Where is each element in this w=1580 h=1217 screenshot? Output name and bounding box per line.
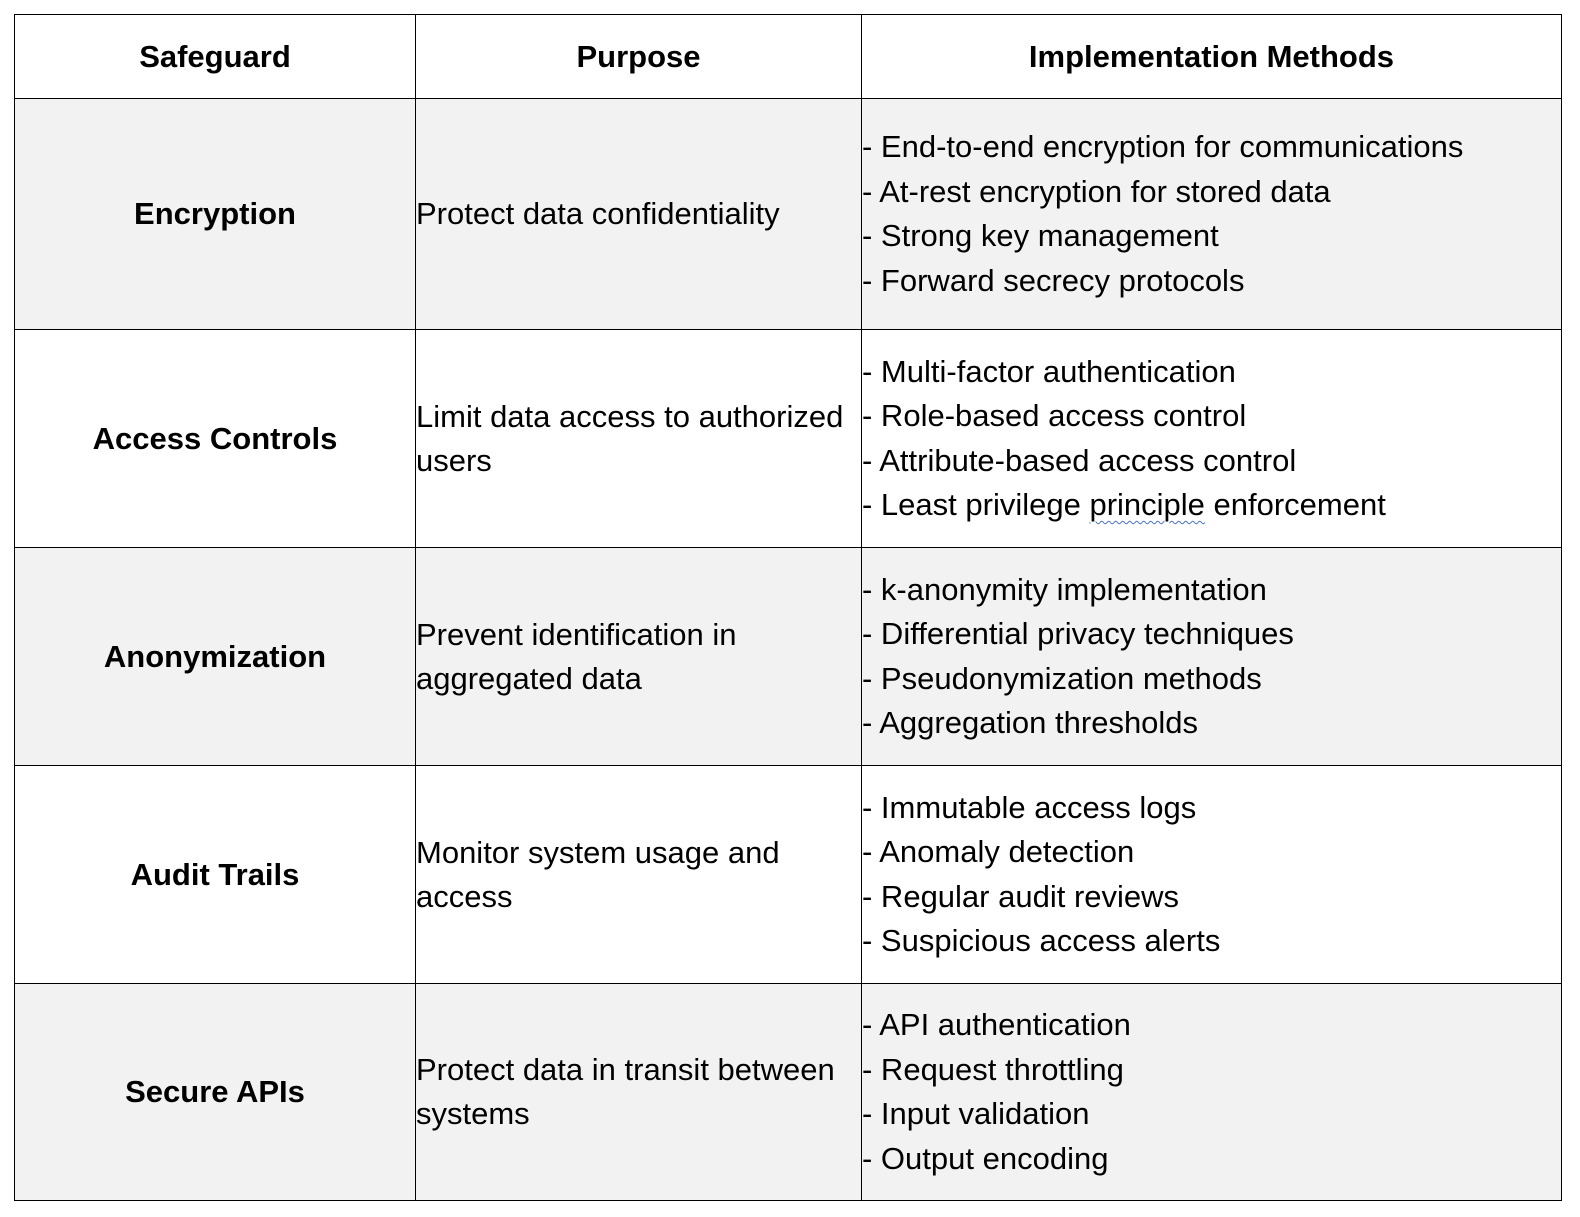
- spellcheck-flagged-word[interactable]: principle: [1089, 487, 1205, 522]
- method-item: - API authentication: [862, 1007, 1131, 1042]
- method-item: - Request throttling: [862, 1051, 1124, 1087]
- purpose-cell: Protect data in transit between systems: [416, 984, 862, 1201]
- method-item: - Role-based access control: [862, 398, 1247, 433]
- purpose-cell: Protect data confidentiality: [416, 99, 862, 330]
- safeguard-cell: Secure APIs: [15, 984, 416, 1201]
- safeguard-cell: Access Controls: [15, 330, 416, 548]
- method-item: - Anomaly detection: [862, 834, 1135, 869]
- header-implementation-methods: Implementation Methods: [862, 15, 1562, 99]
- method-item: - Forward secrecy protocols: [862, 262, 1245, 298]
- methods-cell: [862, 99, 1562, 330]
- method-item: - Suspicious access alerts: [862, 923, 1221, 958]
- table-row-secure-apis: [15, 984, 1562, 1201]
- method-item: - End-to-end encryption for communications: [862, 129, 1464, 164]
- table-row-audit-trails: [15, 766, 1562, 984]
- methods-list: [862, 568, 1561, 746]
- methods-cell: [862, 766, 1562, 984]
- methods-cell: [862, 330, 1562, 548]
- header-purpose: Purpose: [416, 15, 862, 99]
- methods-cell: [862, 548, 1562, 766]
- method-item: - Differential privacy techniques: [862, 616, 1294, 651]
- header-safeguard: Safeguard: [15, 15, 416, 99]
- methods-cell: [862, 984, 1562, 1201]
- safeguard-cell: Audit Trails: [15, 766, 416, 984]
- safeguard-cell: Anonymization: [15, 548, 416, 766]
- method-item: - Strong key management: [862, 218, 1219, 253]
- safeguards-table: [14, 14, 1562, 1201]
- method-item: - Pseudonymization methods: [862, 660, 1262, 696]
- table-row-anonymization: [15, 548, 1562, 766]
- methods-list: [862, 786, 1561, 964]
- methods-list: [862, 350, 1561, 528]
- method-item: - At-rest encryption for stored data: [862, 173, 1331, 209]
- method-item: - Immutable access logs: [862, 789, 1197, 825]
- method-item: [862, 483, 1561, 528]
- method-item: - Aggregation thresholds: [862, 705, 1199, 740]
- method-text-before: - Least privilege: [862, 487, 1090, 522]
- purpose-cell: Limit data access to authorized users: [416, 330, 862, 548]
- safeguard-cell: Encryption: [15, 99, 416, 330]
- method-item: - Output encoding: [862, 1140, 1109, 1176]
- method-text-after: enforcement: [1204, 487, 1386, 522]
- method-item: - Attribute-based access control: [862, 442, 1297, 478]
- methods-list: [862, 125, 1561, 303]
- methods-list: [862, 1003, 1561, 1181]
- header-row: [15, 15, 1562, 99]
- table-row-access-controls: [15, 330, 1562, 548]
- method-item: - Regular audit reviews: [862, 878, 1180, 914]
- method-item: - k-anonymity implementation: [862, 571, 1267, 607]
- purpose-cell: Monitor system usage and access: [416, 766, 862, 984]
- method-item: - Input validation: [862, 1096, 1090, 1131]
- purpose-cell: Prevent identification in aggregated data: [416, 548, 862, 766]
- table-row-encryption: [15, 99, 1562, 330]
- method-item: - Multi-factor authentication: [862, 353, 1236, 389]
